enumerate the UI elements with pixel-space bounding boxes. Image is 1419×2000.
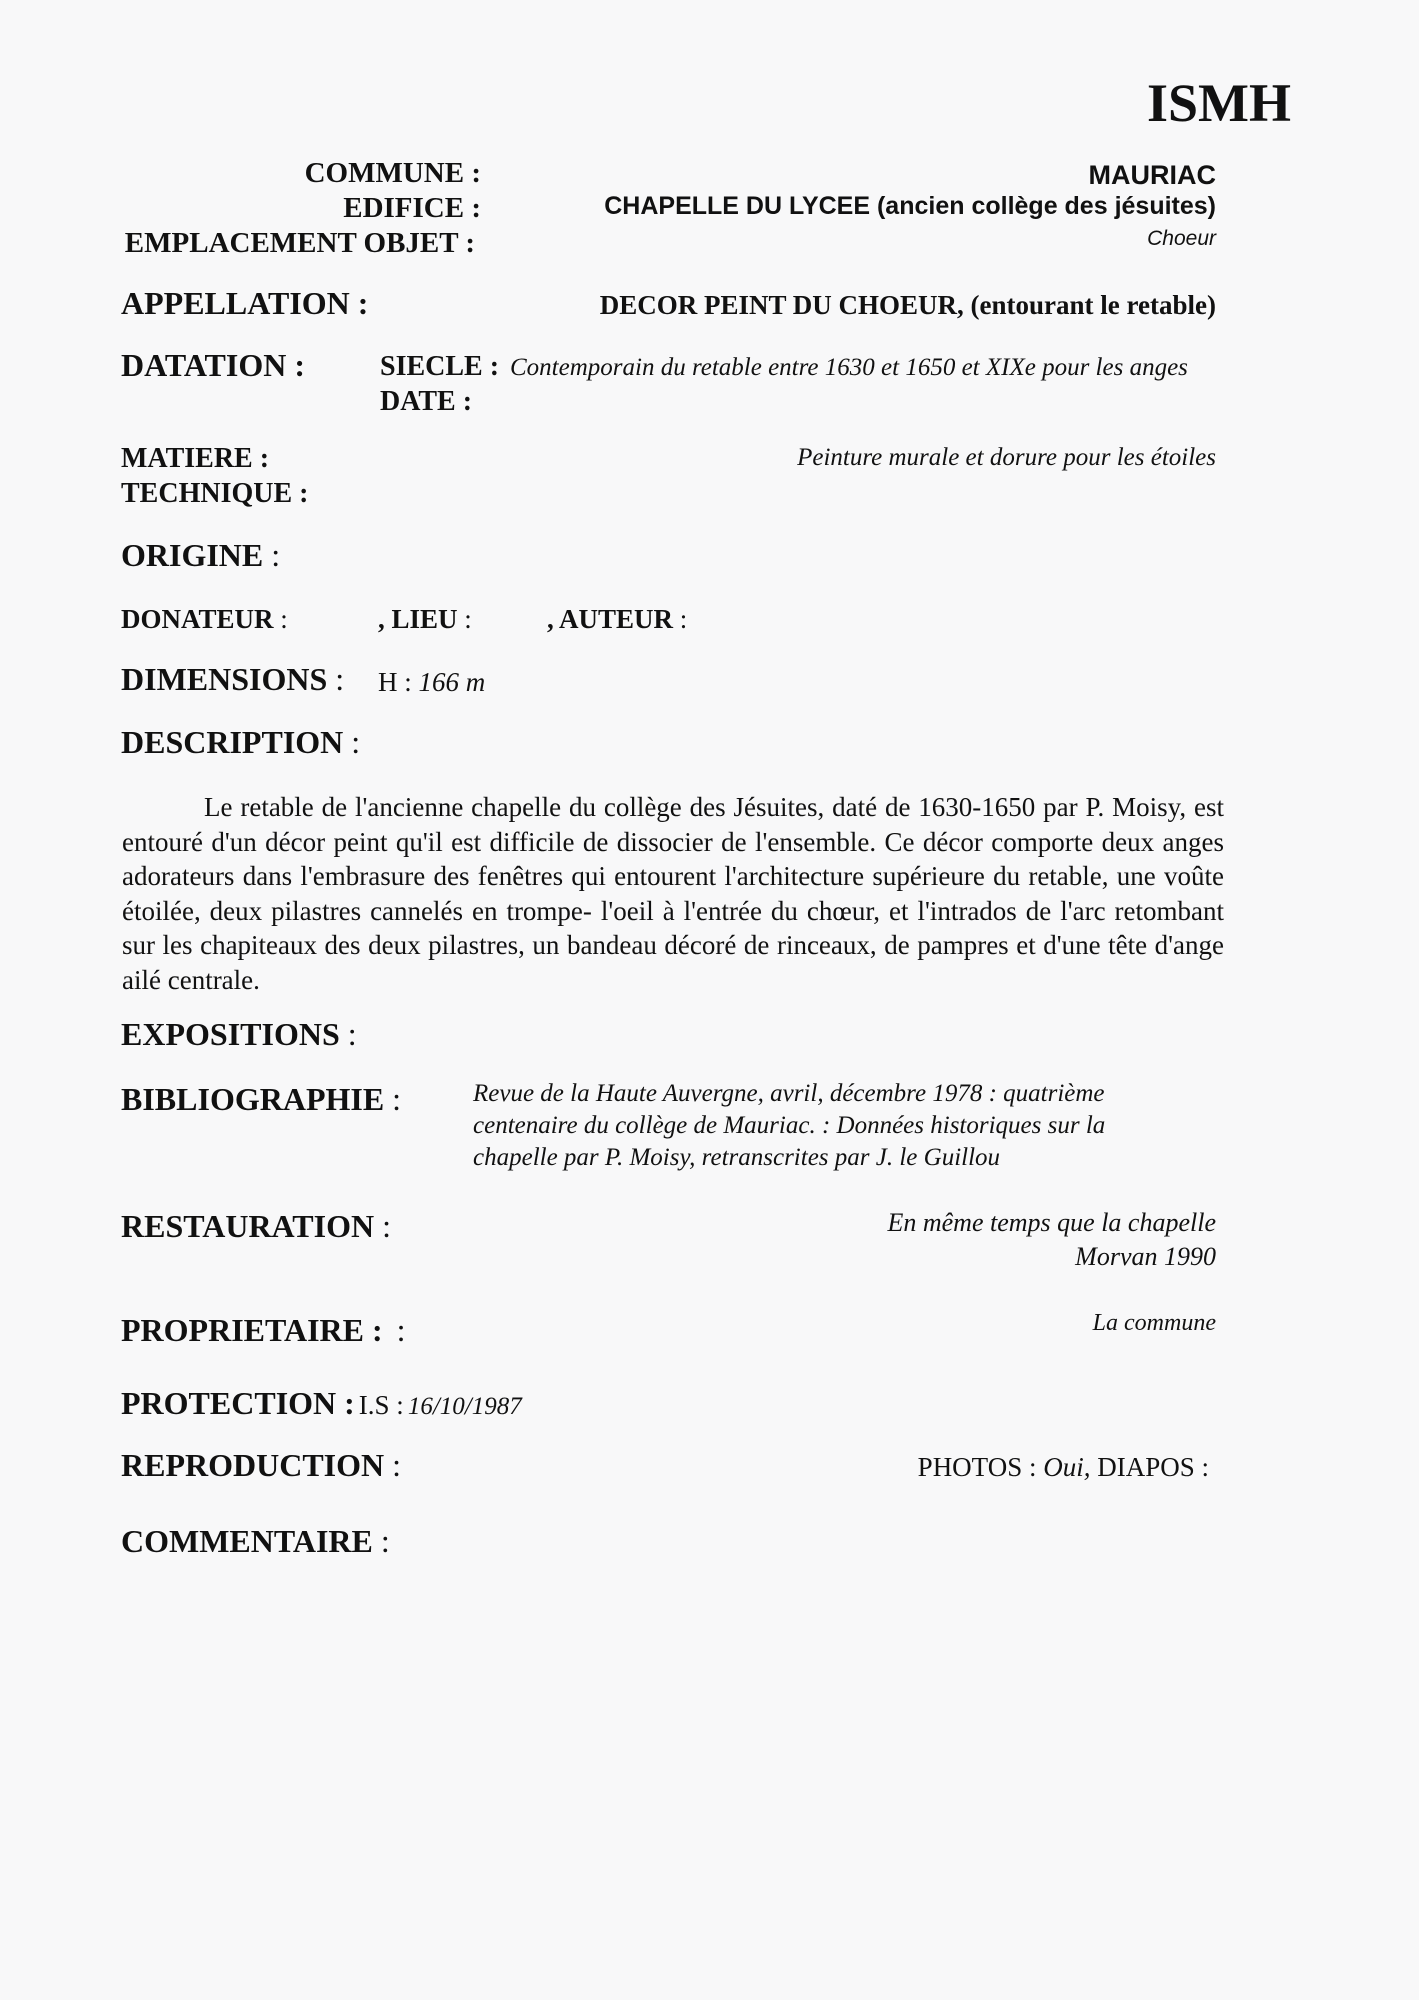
bibliographie-label-text: BIBLIOGRAPHIE xyxy=(121,1081,385,1117)
reproduction-colon: : xyxy=(392,1447,402,1483)
datation-label: DATATION : xyxy=(121,347,305,383)
donateur-row xyxy=(121,604,288,635)
donateur-colon: : xyxy=(280,604,288,634)
description-colon: : xyxy=(351,724,361,760)
lieu-row xyxy=(378,604,472,635)
proprietaire-label xyxy=(121,1312,406,1349)
edifice-label: EDIFICE : xyxy=(343,192,481,224)
dimensions-h-value: 166 m xyxy=(418,667,486,697)
proprietaire-label-text: PROPRIETAIRE : xyxy=(121,1312,383,1348)
appellation-value: DECOR PEINT DU CHOEUR, (entourant le retable) xyxy=(599,290,1216,320)
proprietaire-colon: : xyxy=(396,1312,406,1348)
origine-label xyxy=(121,537,280,574)
description-label xyxy=(121,724,360,761)
commentaire-colon: : xyxy=(380,1523,390,1559)
dimensions-label xyxy=(121,661,344,698)
reproduction-photos-row xyxy=(918,1452,1209,1483)
reproduction-label-text: REPRODUCTION xyxy=(121,1447,385,1483)
protection-row xyxy=(121,1385,522,1422)
description-label-text: DESCRIPTION xyxy=(121,724,344,760)
protection-is-value: 16/10/1987 xyxy=(407,1393,522,1420)
expositions-label xyxy=(121,1016,357,1053)
emplacement-label: EMPLACEMENT OBJET : xyxy=(124,227,475,259)
dimensions-value-row xyxy=(378,667,485,698)
protection-is-label: I.S : xyxy=(358,1390,404,1420)
diapos-label: DIAPOS : xyxy=(1097,1452,1209,1482)
appellation-label: APPELLATION : xyxy=(121,285,369,321)
auteur-row xyxy=(547,604,687,635)
description-text: Le retable de l'ancienne chapelle du collège des Jésuites, daté de 1630-1650 par P. Moisy, est entouré d'un décor peint qu'il est difficile de dissocier de l'ensemble. Ce décor comporte deux anges adorateurs dans l'embrasure des fenêtres qui entourent l'architecture supérieure du retable, une voûte étoilée, deux pilastres cannelés en trompe- l'oeil à l'entrée du chœur, et l'intrados de l'arc retombant sur les chapiteaux des deux pilastres, un bandeau décoré de rinceaux, de pampres et d'une tête d'ange ailé centrale. xyxy=(122,792,1224,995)
auteur-label: , AUTEUR xyxy=(547,604,674,634)
matiere-value: Peinture murale et dorure pour les étoiles xyxy=(797,444,1216,471)
dimensions-h-label: H : xyxy=(378,667,412,697)
reproduction-label xyxy=(121,1447,401,1484)
protection-label: PROTECTION : xyxy=(121,1385,355,1421)
lieu-colon: : xyxy=(464,604,472,634)
siecle-label: SIECLE : xyxy=(380,351,500,382)
commune-label: COMMUNE : xyxy=(304,157,481,189)
bibliographie-text: Revue de la Haute Auvergne, avril, décembre 1978 : quatrième centenaire du collège de Mauriac. : Données historiques sur la chapelle par P. Moisy, retranscrites par J. le Guillou xyxy=(473,1080,1106,1171)
technique-label: TECHNIQUE : xyxy=(121,478,309,509)
restauration-line1: En même temps que la chapelle xyxy=(887,1208,1216,1237)
date-label: DATE : xyxy=(380,386,473,417)
expositions-label-text: EXPOSITIONS xyxy=(121,1016,340,1052)
bibliographie-colon: : xyxy=(392,1081,402,1117)
edifice-value: CHAPELLE DU LYCEE (ancien collège des jésuites) xyxy=(604,192,1216,220)
commune-value: MAURIAC xyxy=(1088,160,1216,190)
origine-label-text: ORIGINE xyxy=(121,537,264,573)
restauration-line2: Morvan 1990 xyxy=(1075,1242,1216,1271)
auteur-colon: : xyxy=(679,604,688,634)
ismh-title: ISMH xyxy=(1146,73,1291,133)
emplacement-value: Choeur xyxy=(1147,227,1216,250)
siecle-value: Contemporain du retable entre 1630 et 1650 et XIXe pour les anges xyxy=(510,354,1188,381)
photos-label: PHOTOS : xyxy=(917,1452,1037,1482)
donateur-label: DONATEUR xyxy=(121,604,274,634)
photos-value: Oui, xyxy=(1043,1452,1091,1482)
origine-colon: : xyxy=(271,537,281,573)
restauration-label-text: RESTAURATION xyxy=(121,1208,375,1244)
dimensions-label-text: DIMENSIONS xyxy=(121,661,328,697)
expositions-colon: : xyxy=(347,1016,357,1052)
bibliographie-label xyxy=(121,1081,401,1118)
dimensions-colon: : xyxy=(335,661,345,697)
commentaire-label-text: COMMENTAIRE xyxy=(121,1523,373,1559)
proprietaire-value: La commune xyxy=(1092,1310,1216,1336)
lieu-label: , LIEU xyxy=(378,604,458,634)
restauration-colon: : xyxy=(382,1208,391,1244)
description-text-block xyxy=(122,790,1224,997)
matiere-label: MATIERE : xyxy=(121,443,270,474)
commentaire-label xyxy=(121,1523,390,1560)
restauration-label xyxy=(121,1208,391,1245)
